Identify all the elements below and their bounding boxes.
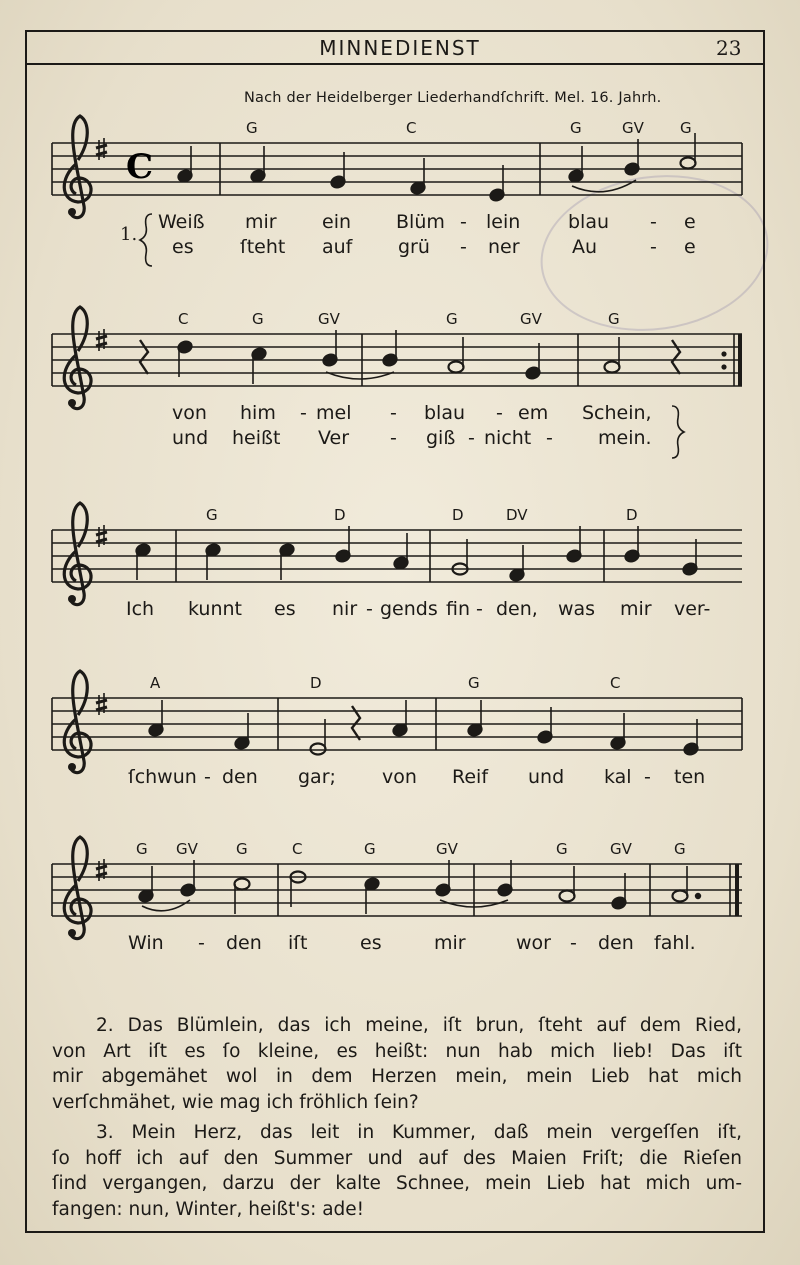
lyric-syllable: lein bbox=[486, 211, 521, 233]
lyric-syllable: Au bbox=[572, 236, 598, 258]
page-title: MINNEDIENST bbox=[319, 36, 481, 60]
svg-text:G: G bbox=[246, 119, 258, 137]
lyric-syllable: iſt bbox=[288, 932, 308, 954]
svg-text:D: D bbox=[310, 674, 322, 692]
svg-text:GV: GV bbox=[176, 840, 198, 858]
lyric-syllable: Blüm bbox=[396, 211, 445, 233]
lyric-syllable: gends bbox=[380, 598, 438, 620]
svg-text:C: C bbox=[178, 310, 189, 328]
lyric-syllable: den, bbox=[496, 598, 538, 620]
lyric-syllable: mel bbox=[316, 402, 352, 424]
lyric-syllable: e bbox=[684, 236, 696, 258]
lyric-syllable: - bbox=[650, 236, 657, 258]
verse-line: fangen: nun, Winter, heißt's: ade! bbox=[52, 1198, 365, 1220]
lyric-syllable: auf bbox=[322, 236, 353, 258]
lyric-syllable: - bbox=[476, 598, 483, 620]
svg-text:A: A bbox=[150, 674, 161, 692]
verse-line: von Art iſt es ſo kleine, es heißt: nun hab mich lieb! Das iſt bbox=[52, 1040, 742, 1062]
lyric-syllable: und bbox=[528, 766, 565, 788]
lyric-syllable: - bbox=[468, 427, 475, 449]
lyric-syllable: den bbox=[222, 766, 258, 788]
svg-text:GV: GV bbox=[436, 840, 458, 858]
svg-text:G: G bbox=[136, 840, 148, 858]
lyric-syllable: mein. bbox=[598, 427, 652, 449]
lyric-syllable: - bbox=[650, 211, 657, 233]
svg-text:D: D bbox=[452, 506, 464, 524]
lyric-syllable: - bbox=[300, 402, 307, 424]
verse-line: 2. Das Blümlein, das ich meine, iſt brun, ſteht auf dem Ried, bbox=[96, 1015, 742, 1036]
svg-text:G: G bbox=[556, 840, 568, 858]
svg-text:G: G bbox=[608, 310, 620, 328]
source-note: Nach der Heidelberger Liederhandſchrift. Mel. 16. Jahrh. bbox=[244, 90, 662, 106]
lyric-syllable: Ich bbox=[126, 598, 155, 620]
lyric-syllable: blau bbox=[568, 211, 610, 233]
lyric-syllable: giß bbox=[426, 427, 456, 449]
lyric-syllable: ver- bbox=[674, 598, 711, 620]
verse-line: verſchmähet, wie mag ich fröhlich ſein? bbox=[52, 1091, 419, 1113]
svg-text:G: G bbox=[468, 674, 480, 692]
svg-text:G: G bbox=[206, 506, 218, 524]
svg-text:C: C bbox=[126, 147, 154, 187]
lyric-syllable: was bbox=[558, 598, 596, 620]
lyric-syllable: - bbox=[366, 598, 373, 620]
lyric-syllable: es bbox=[360, 932, 382, 954]
lyric-syllable: Weiß bbox=[158, 211, 205, 233]
svg-text:C: C bbox=[406, 119, 417, 137]
lyric-syllable: blau bbox=[424, 402, 466, 424]
lyric-syllable: ſchwun bbox=[128, 766, 197, 788]
lyric-syllable: ſteht bbox=[240, 236, 286, 258]
svg-text:G: G bbox=[236, 840, 248, 858]
svg-text:G: G bbox=[364, 840, 376, 858]
svg-text:GV: GV bbox=[520, 310, 542, 328]
svg-text:D: D bbox=[334, 506, 346, 524]
lyric-syllable: - bbox=[644, 766, 651, 788]
verse-line: mir abgemähet wol in dem Herzen mein, mein Lieb hat mich bbox=[52, 1066, 742, 1087]
lyric-syllable: es bbox=[172, 236, 194, 258]
lyric-syllable: den bbox=[226, 932, 262, 954]
svg-text:G: G bbox=[570, 119, 582, 137]
svg-text:DV: DV bbox=[506, 506, 528, 524]
lyric-syllable: Ver bbox=[318, 427, 350, 449]
lyric-syllable: nir bbox=[332, 598, 358, 620]
svg-text:G: G bbox=[446, 310, 458, 328]
svg-text:GV: GV bbox=[318, 310, 340, 328]
lyric-syllable: fin bbox=[446, 598, 471, 620]
verse-3 bbox=[52, 1120, 742, 1222]
page-number: 23 bbox=[716, 36, 742, 60]
lyric-syllable: von bbox=[172, 402, 207, 424]
lyric-syllable: - bbox=[496, 402, 503, 424]
lyric-syllable: - bbox=[204, 766, 211, 788]
lyric-syllable: ner bbox=[488, 236, 520, 258]
lyric-syllable: und bbox=[172, 427, 209, 449]
svg-text:G: G bbox=[680, 119, 692, 137]
lyric-syllable: em bbox=[518, 402, 549, 424]
lyric-syllable: kal bbox=[604, 766, 632, 788]
verse-line: ſo hoff ich auf den Summer und auf des Maien Friſt; die Rieſen bbox=[52, 1147, 742, 1169]
lyric-syllable: - bbox=[460, 211, 467, 233]
lyric-syllable: mir bbox=[245, 211, 277, 233]
lyric-syllable: mir bbox=[620, 598, 652, 620]
lyric-syllable: Schein, bbox=[582, 402, 652, 424]
lyric-syllable: - bbox=[198, 932, 205, 954]
lyric-syllable: Win bbox=[128, 932, 164, 954]
svg-text:D: D bbox=[626, 506, 638, 524]
lyric-syllable: - bbox=[390, 402, 397, 424]
lyric-syllable: nicht bbox=[484, 427, 532, 449]
svg-text:C: C bbox=[292, 840, 303, 858]
lyric-syllable: heißt bbox=[232, 427, 281, 449]
lyric-syllable: wor bbox=[516, 932, 551, 954]
lyric-syllable: grü bbox=[398, 236, 430, 258]
verse-line: ſind vergangen, darzu der kalte Schnee, mein Lieb hat mich um- bbox=[52, 1173, 742, 1194]
lyric-syllable: - bbox=[570, 932, 577, 954]
lyric-syllable: es bbox=[274, 598, 296, 620]
lyric-syllable: gar; bbox=[298, 766, 336, 788]
lyric-syllable: ten bbox=[674, 766, 706, 788]
lyric-syllable: ein bbox=[322, 211, 352, 233]
svg-text:C: C bbox=[610, 674, 621, 692]
svg-text:GV: GV bbox=[622, 119, 644, 137]
svg-text:G: G bbox=[674, 840, 686, 858]
lyric-syllable: Reif bbox=[452, 766, 489, 788]
lyric-syllable: mir bbox=[434, 932, 466, 954]
lyric-syllable: von bbox=[382, 766, 417, 788]
header-rule bbox=[25, 63, 765, 65]
svg-text:G: G bbox=[252, 310, 264, 328]
svg-text:GV: GV bbox=[610, 840, 632, 858]
lyric-syllable: him bbox=[240, 402, 276, 424]
lyric-syllable: - bbox=[546, 427, 553, 449]
lyric-syllable: e bbox=[684, 211, 696, 233]
lyric-syllable: - bbox=[390, 427, 397, 449]
verse-number: 1. bbox=[120, 224, 138, 245]
verse-line: 3. Mein Herz, das leit in Kummer, daß mein vergeſſen iſt, bbox=[96, 1122, 742, 1143]
lyric-syllable: fahl. bbox=[654, 932, 696, 954]
lyric-syllable: - bbox=[460, 236, 467, 258]
lyric-syllable: kunnt bbox=[188, 598, 242, 620]
lyric-syllable: den bbox=[598, 932, 634, 954]
verse-2 bbox=[52, 1013, 742, 1115]
